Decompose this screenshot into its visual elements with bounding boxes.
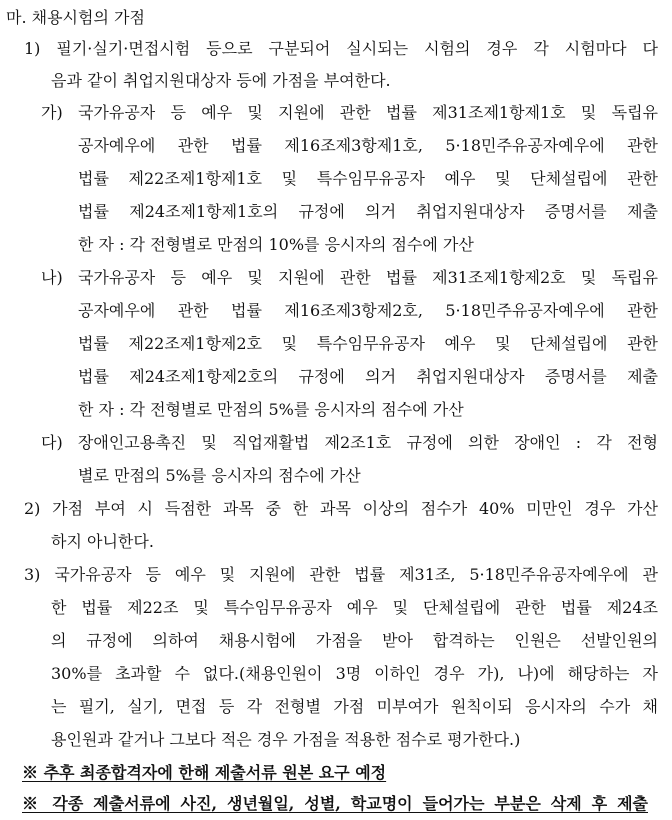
note-remove-personal-info: ※ 각종 제출서류에 사진, 생년월일, 성별, 학교명이 들어가는 부분은 삭제 후 제출 bbox=[22, 794, 648, 813]
item-3-line-4: 30%를 초과할 수 없다.(채용인원이 3명 이하인 경우 가), 나)에 해당하는 자 bbox=[51, 664, 658, 683]
section-heading: 마. 채용시험의 가점 bbox=[6, 8, 145, 27]
subitem-ga-line-3: 법률 제22조제1항제1호 및 특수임무유공자 예우 및 단체설립에 관한 bbox=[78, 169, 658, 188]
note-original-documents: ※ 추후 최종합격자에 한해 제출서류 원본 요구 예정 bbox=[22, 763, 387, 782]
item-3-line-1: 3) 국가유공자 등 예우 및 지원에 관한 법률 제31조, 5·18민주유공자예우에 관 bbox=[24, 565, 658, 584]
item-2-line-2: 하지 아니한다. bbox=[51, 532, 154, 551]
item-1-line-1: 1) 필기·실기·면접시험 등으로 구분되어 실시되는 시험의 경우 각 시험마다 다 bbox=[24, 39, 658, 58]
item-3-line-2: 한 법률 제22조 및 특수임무유공자 예우 및 단체설립에 관한 법률 제24조 bbox=[51, 598, 658, 617]
subitem-na-line-3: 법률 제22조제1항제2호 및 특수임무유공자 예우 및 단체설립에 관한 bbox=[78, 334, 658, 353]
subitem-na-line-2: 공자예우에 관한 법률 제16조제3항제2호, 5·18민주유공자예우에 관한 bbox=[78, 301, 658, 320]
item-1-line-2: 음과 같이 취업지원대상자 등에 가점을 부여한다. bbox=[51, 71, 391, 90]
subitem-na-line-4: 법률 제24조제1항제2호의 규정에 의거 취업지원대상자 증명서를 제출 bbox=[78, 367, 658, 386]
subitem-ga-line-4: 법률 제24조제1항제1호의 규정에 의거 취업지원대상자 증명서를 제출 bbox=[78, 202, 658, 221]
item-3-line-3: 의 규정에 의하여 채용시험에 가점을 받아 합격하는 인원은 선발인원의 bbox=[51, 631, 658, 650]
subitem-da-line-2: 별로 만점의 5%를 응시자의 점수에 가산 bbox=[78, 466, 361, 485]
item-3-line-5: 는 필기, 실기, 면접 등 각 전형별 가점 미부여가 원칙이되 응시자의 수가 채 bbox=[51, 697, 658, 716]
subitem-da-line-1: 다) 장애인고용촉진 및 직업재활법 제2조1호 규정에 의한 장애인 : 각 전형 bbox=[41, 433, 658, 452]
subitem-na-line-1: 나) 국가유공자 등 예우 및 지원에 관한 법률 제31조제1항제2호 및 독립유 bbox=[41, 268, 658, 287]
item-2-line-1: 2) 가점 부여 시 득점한 과목 중 한 과목 이상의 점수가 40% 미만인 경우 가산 bbox=[24, 499, 658, 518]
item-3-line-6: 용인원과 같거나 그보다 적은 경우 가점을 적용한 점수로 평가한다.) bbox=[51, 730, 521, 749]
subitem-ga-line-1: 가) 국가유공자 등 예우 및 지원에 관한 법률 제31조제1항제1호 및 독립유 bbox=[41, 103, 658, 122]
subitem-na-line-5: 한 자 : 각 전형별로 만점의 5%를 응시자의 점수에 가산 bbox=[78, 400, 464, 419]
subitem-ga-line-2: 공자예우에 관한 법률 제16조제3항제1호, 5·18민주유공자예우에 관한 bbox=[78, 136, 658, 155]
subitem-ga-line-5: 한 자 : 각 전형별로 만점의 10%를 응시자의 점수에 가산 bbox=[78, 235, 474, 254]
